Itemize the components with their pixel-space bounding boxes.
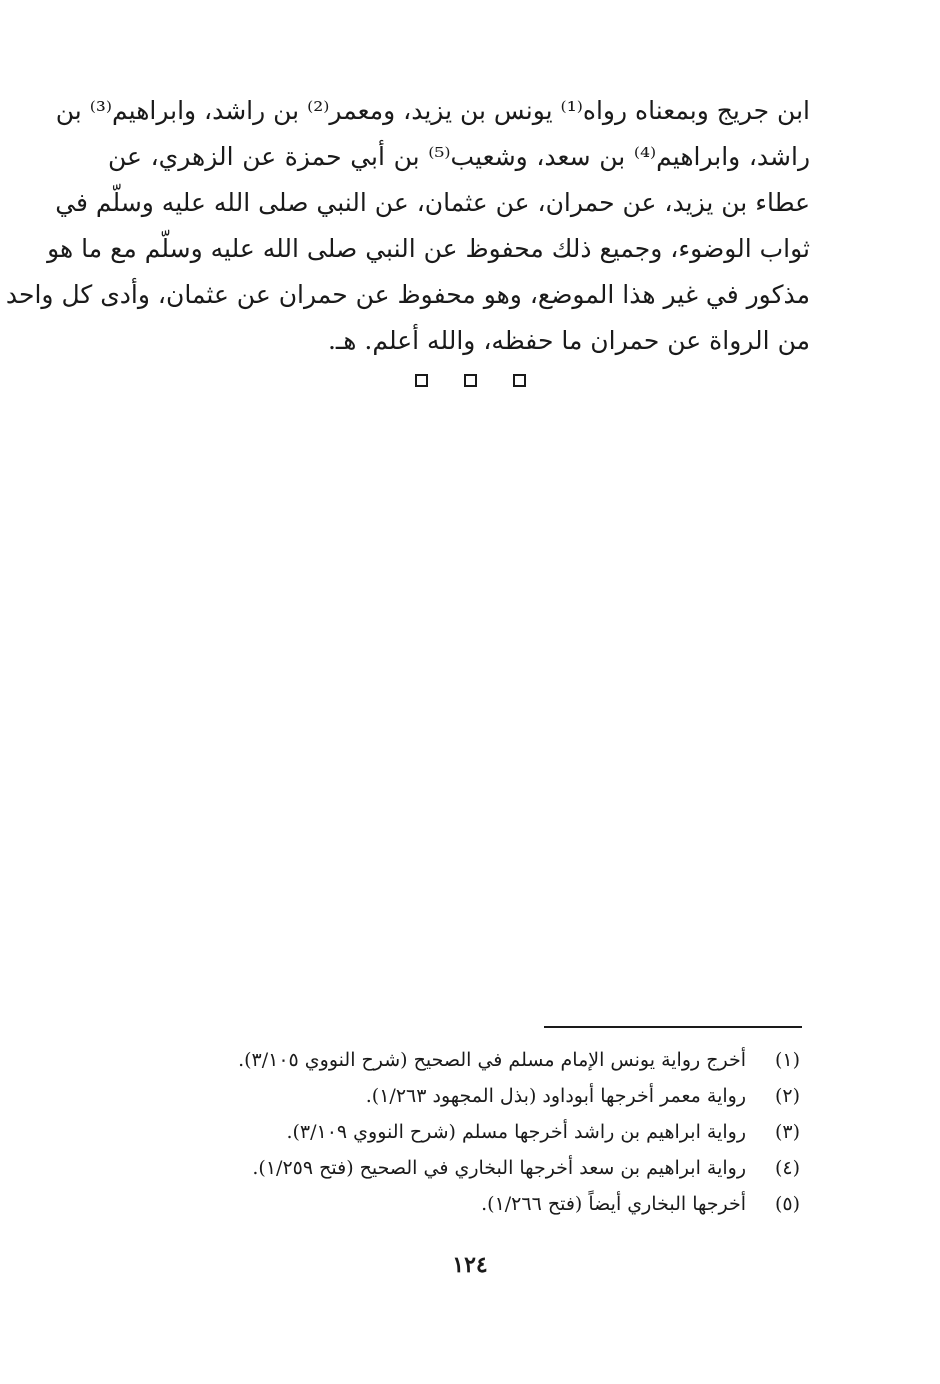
- footnote-divider: [544, 1026, 802, 1028]
- footnote-3: [160, 1114, 800, 1150]
- footnote-text: رواية ابراهيم بن راشد أخرجها مسلم (شرح النووي ٣/١٠٩).: [286, 1121, 746, 1143]
- footnote-text: أخرج رواية يونس الإمام مسلم في الصحيح (شرح النووي ٣/١٠٥).: [238, 1049, 746, 1071]
- text-line-4: ثواب الوضوء، وجميع ذلك محفوظ عن النبي صلى الله عليه وسلّم مع ما هو: [47, 234, 810, 263]
- footnotes-list: [160, 1042, 800, 1222]
- footnote-4: [160, 1150, 800, 1186]
- footnote-2: [160, 1078, 800, 1114]
- text-line-6: من الرواة عن حمران ما حفظه، والله أعلم. هـ.: [327, 326, 810, 355]
- separator-square-icon: [415, 374, 428, 387]
- separator-square-icon: [513, 374, 526, 387]
- page-number: ١٢٤: [452, 1252, 488, 1278]
- footnote-1: [160, 1042, 800, 1078]
- footnote-number: (٢): [774, 1085, 800, 1107]
- footnote-text: رواية ابراهيم بن سعد أخرجها البخاري في الصحيح (فتح ١/٢٥٩).: [252, 1157, 746, 1179]
- text-line-3: عطاء بن يزيد، عن حمران، عن عثمان، عن النبي صلى الله عليه وسلّم في: [55, 188, 810, 217]
- text-line-5: مذكور في غير هذا الموضع، وهو محفوظ عن حمران عن عثمان، وأدى كل واحد: [5, 280, 810, 309]
- text-line-1: ابن جريج وبمعناه رواه⁽¹⁾ يونس بن يزيد، ومعمر⁽²⁾ بن راشد، وابراهيم⁽³⁾ بن: [55, 96, 810, 125]
- separator-square-icon: [464, 374, 477, 387]
- footnote-text: رواية معمر أخرجها أبوداود (بذل المجهود ١/٢٦٣).: [365, 1085, 746, 1107]
- footnote-number: (٥): [774, 1193, 800, 1215]
- footnote-number: (١): [774, 1049, 800, 1071]
- main-text: [5, 88, 811, 364]
- footnote-5: [160, 1186, 800, 1222]
- footnote-number: (٤): [774, 1157, 800, 1179]
- footnote-text: أخرجها البخاري أيضاً (فتح ١/٢٦٦).: [481, 1193, 746, 1215]
- footnote-number: (٣): [774, 1121, 800, 1143]
- text-line-2: راشد، وابراهيم⁽⁴⁾ بن سعد، وشعيب⁽⁵⁾ بن أبي حمزة عن الزهري، عن: [108, 142, 811, 171]
- section-separator: [0, 374, 940, 387]
